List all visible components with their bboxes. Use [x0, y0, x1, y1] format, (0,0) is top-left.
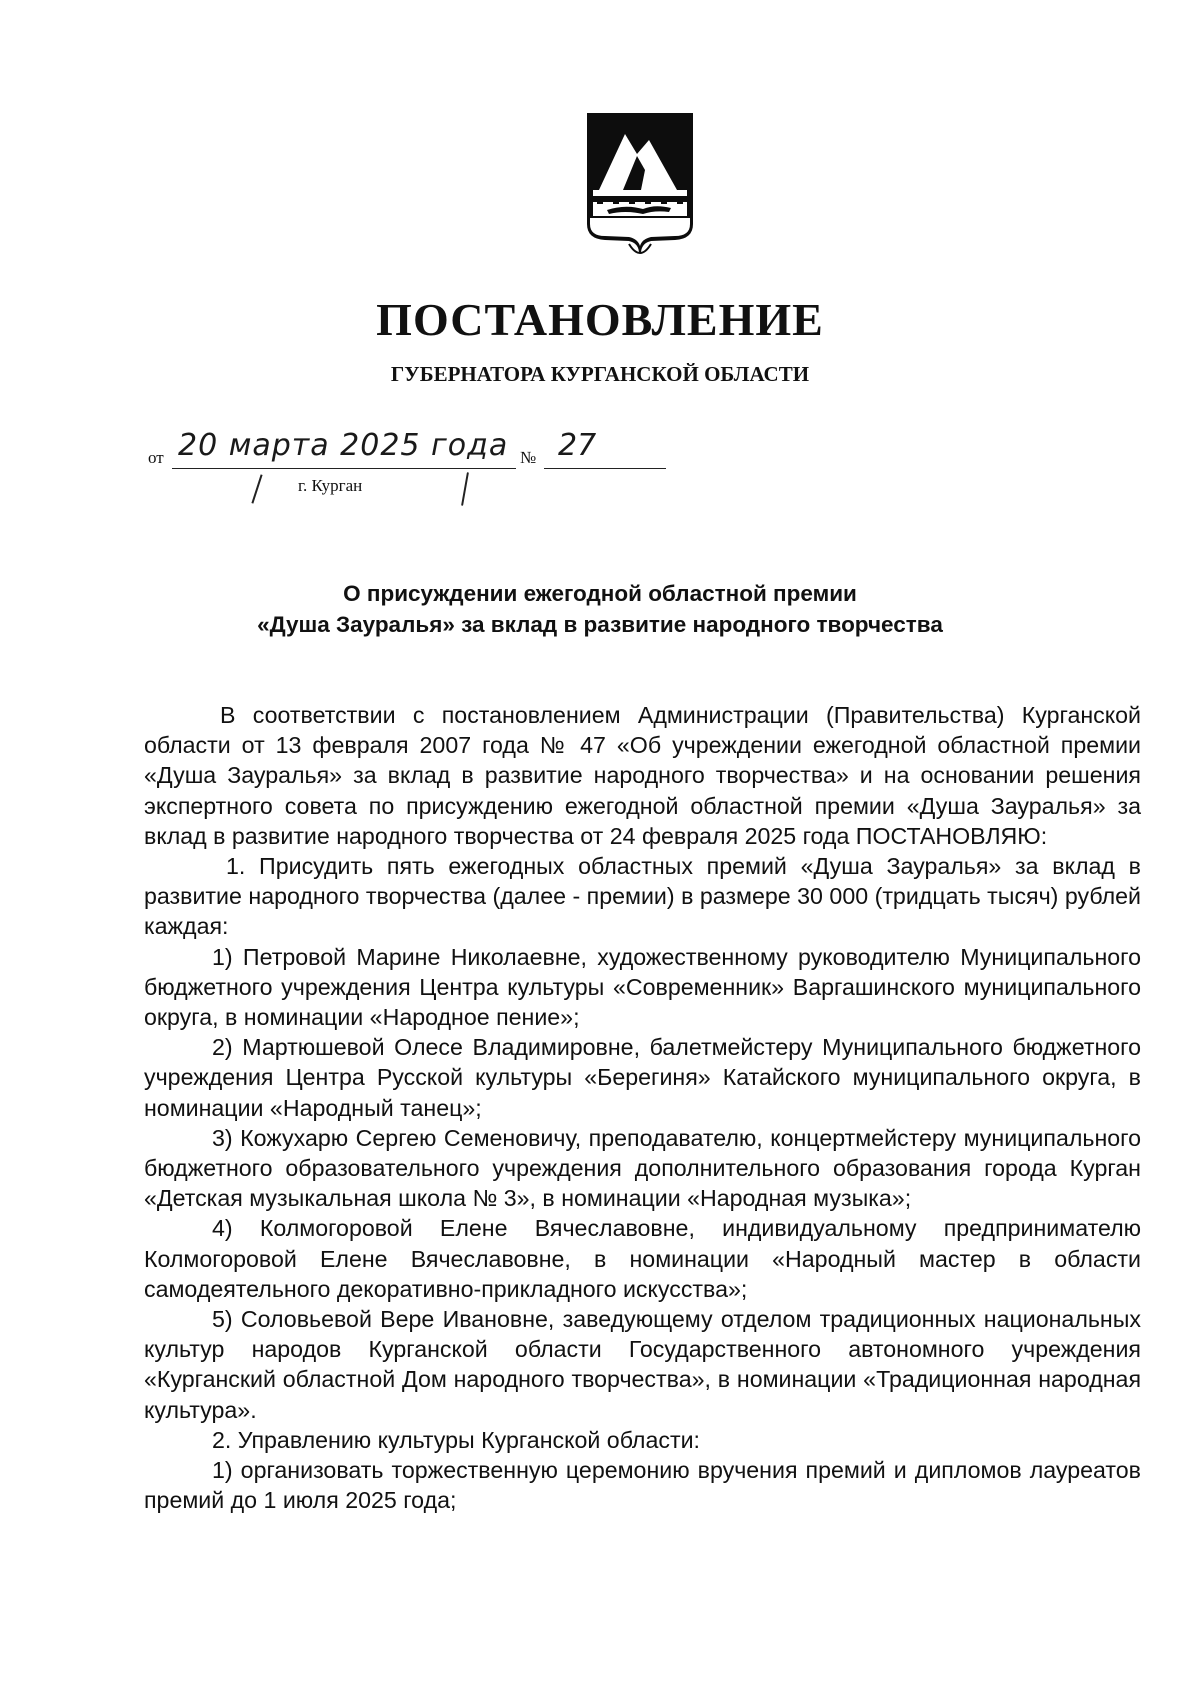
preamble-paragraph: В соответствии с постановлением Администрации (Правительства) Курганской области от 13 февраля 2007 года № 47 «Об учреждении ежегодной областной премии «Душа Зауралья» за вклад в развитие народного творчества» и на основании решения экспертного совета по присуждению ежегодной областной премии «Душа Зауралья» за вклад в развитие народного творчества от 24 февраля 2025 года ПОСТАНОВЛЯЮ:: [144, 702, 1141, 849]
number-underline: [544, 468, 666, 469]
document-heading: [0, 578, 1200, 640]
document-reference: [148, 428, 668, 508]
document-title: ПОСТАНОВЛЕНИЕ: [376, 294, 824, 345]
clause-1-item-5: 5) Соловьевой Вере Ивановне, заведующему отделом традиционных национальных культур народов Курганской области Государственного автономного учреждения «Курганский областной Дом народного творчества», в номинации «Традиционная народная культура».: [144, 1306, 1141, 1423]
document-body: [144, 700, 1141, 1515]
handwriting-stroke: [251, 474, 262, 503]
heading-line: «Душа Зауралья» за вклад в развитие народного творчества: [257, 612, 943, 637]
heading-line: О присуждении ежегодной областной премии: [343, 581, 857, 606]
number-label: №: [520, 448, 537, 467]
date-from-label: от: [148, 448, 164, 467]
handwriting-stroke: [461, 472, 469, 506]
clause-1-item-3: 3) Кожухарю Сергею Семеновичу, преподавателю, концертмейстеру муниципального бюджетного образовательного учреждения дополнительного образования города Курган «Детская музыкальная школа № 3», в номинации «Народная музыка»;: [144, 1124, 1141, 1212]
document-city: г. Курган: [298, 476, 363, 495]
clause-1-item-1: 1) Петровой Марине Николаевне, художественному руководителю Муниципального бюджетного учреждения Центра культуры «Современник» Варгашинского муниципального округа, в номинации «Народное пение»;: [144, 943, 1141, 1031]
document-date: 20 марта 2025 года: [178, 428, 509, 463]
clause-1-item-4: 4) Колмогоровой Елене Вячеславовне, индивидуальному предпринимателю Колмогоровой Елене Вячеславовне, в номинации «Народный мастер в области самодеятельного декоративно-прикладного искусства»;: [144, 1215, 1141, 1302]
document-number: 27: [558, 428, 597, 463]
clause-1: 1. Присудить пять ежегодных областных премий «Душа Зауралья» за вклад в развитие народного творчества (далее - премии) в размере 30 000 (тридцать тысяч) рублей каждая:: [144, 853, 1141, 940]
date-underline: [172, 468, 516, 469]
clause-2-item-1: 1) организовать торжественную церемонию вручения премий и дипломов лауреатов премий до 1 июля 2025 года;: [144, 1457, 1141, 1514]
clause-1-item-2: 2) Мартюшевой Олесе Владимировне, балетмейстеру Муниципального бюджетного учреждения Центра Русской культуры «Берегиня» Катайского муниципального округа, в номинации «Народный танец»;: [144, 1034, 1141, 1121]
document-subtitle: ГУБЕРНАТОРА КУРГАНСКОЙ ОБЛАСТИ: [390, 362, 810, 386]
clause-2: 2. Управлению культуры Курганской области:: [212, 1426, 700, 1453]
coat-of-arms-icon: [585, 112, 695, 262]
